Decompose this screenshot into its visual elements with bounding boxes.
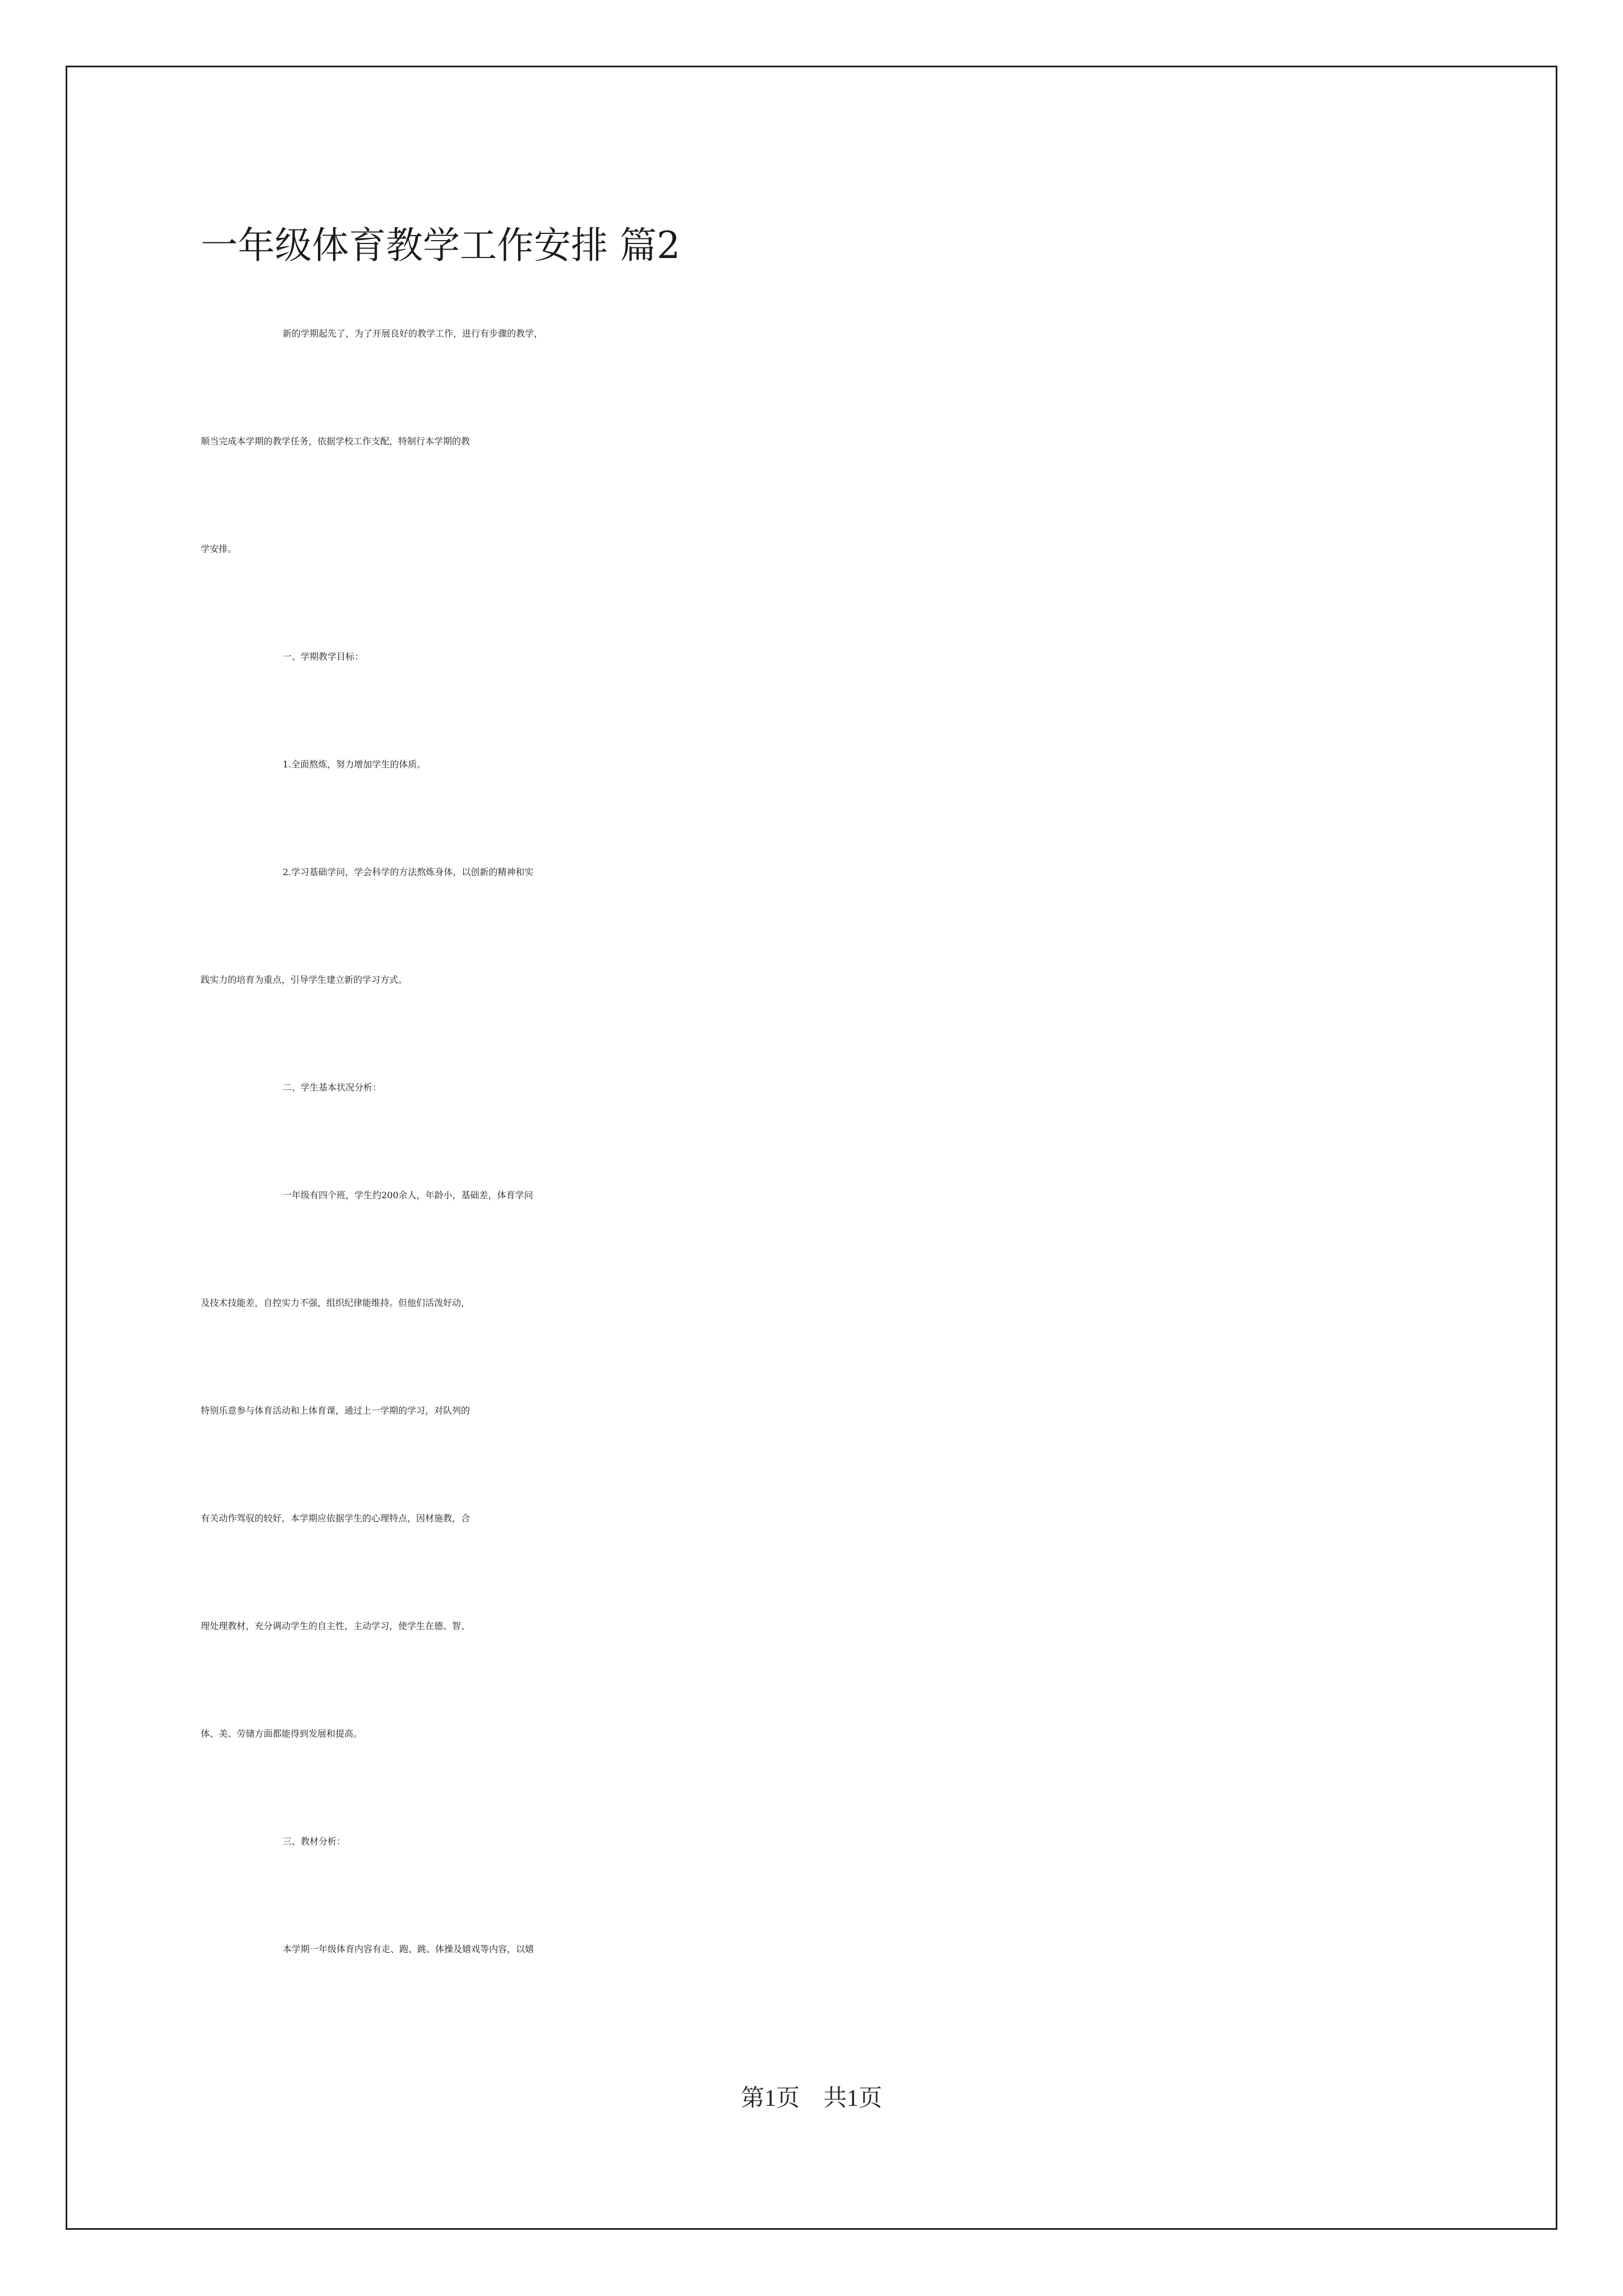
paragraph-materials (201, 1942, 1435, 1996)
paragraph-line: 本学期一年级体育内容有走、跑、跳、体操及嬉戏等内容，以嬉 (283, 1944, 534, 1954)
document-title: 一年级体育教学工作安排 篇2 (201, 224, 680, 267)
section-heading-goals (201, 650, 1435, 703)
paragraph-line: 有关动作驾驭的较好，本学期应依据学生的心理特点，因材施教，合 (201, 1513, 471, 1524)
section-heading-students (201, 1080, 1435, 1134)
paragraph-line: 体、美、劳储方面都能得到发展和提高。 (201, 1728, 363, 1739)
paragraph-line: 理处理教材，充分调动学生的自主性，主动学习，使学生在德、智、 (201, 1621, 471, 1631)
list-item-text: 1.全面熬炼，努力增加学生的体质。 (283, 759, 426, 770)
section-heading-materials (201, 1834, 1435, 1888)
document-body (201, 219, 1435, 1996)
paragraph-line: 一年级有四个班，学生约200余人，年龄小，基础差，体育学问 (283, 1190, 533, 1200)
paragraph-line: 特别乐意参与体育活动和上体育课，通过上一学期的学习，对队列的 (201, 1405, 471, 1416)
section-heading: 三、教材分析： (283, 1836, 346, 1847)
paragraph-intro (201, 326, 1435, 596)
paragraph-line: 新的学期起先了，为了开展良好的教学工作，进行有步骤的教学， (283, 328, 543, 339)
list-item-goal-2 (201, 865, 1435, 1027)
list-item-goal-1 (201, 757, 1435, 811)
paragraph-line: 及技术技能差，自控实力不强，组织纪律能维持。但他们活泼好动， (201, 1297, 471, 1308)
section-heading: 二、学生基本状况分析： (283, 1082, 382, 1093)
paragraph-students (201, 1188, 1435, 1780)
paragraph-line: 顺当完成本学期的教学任务，依据学校工作支配，特制行本学期的教 (201, 436, 471, 447)
page-number-label: 第1页 共1页 (740, 2086, 882, 2111)
list-item-text: 践实力的培育为重点，引导学生建立新的学习方式。 (201, 974, 408, 985)
paragraph-line: 学安排。 (201, 544, 237, 554)
section-heading: 一、学期教学目标： (283, 651, 364, 662)
list-item-text: 2.学习基础学问，学会科学的方法熬炼身体，以创新的精神和实 (283, 867, 534, 877)
page-footer (0, 2082, 1623, 2115)
